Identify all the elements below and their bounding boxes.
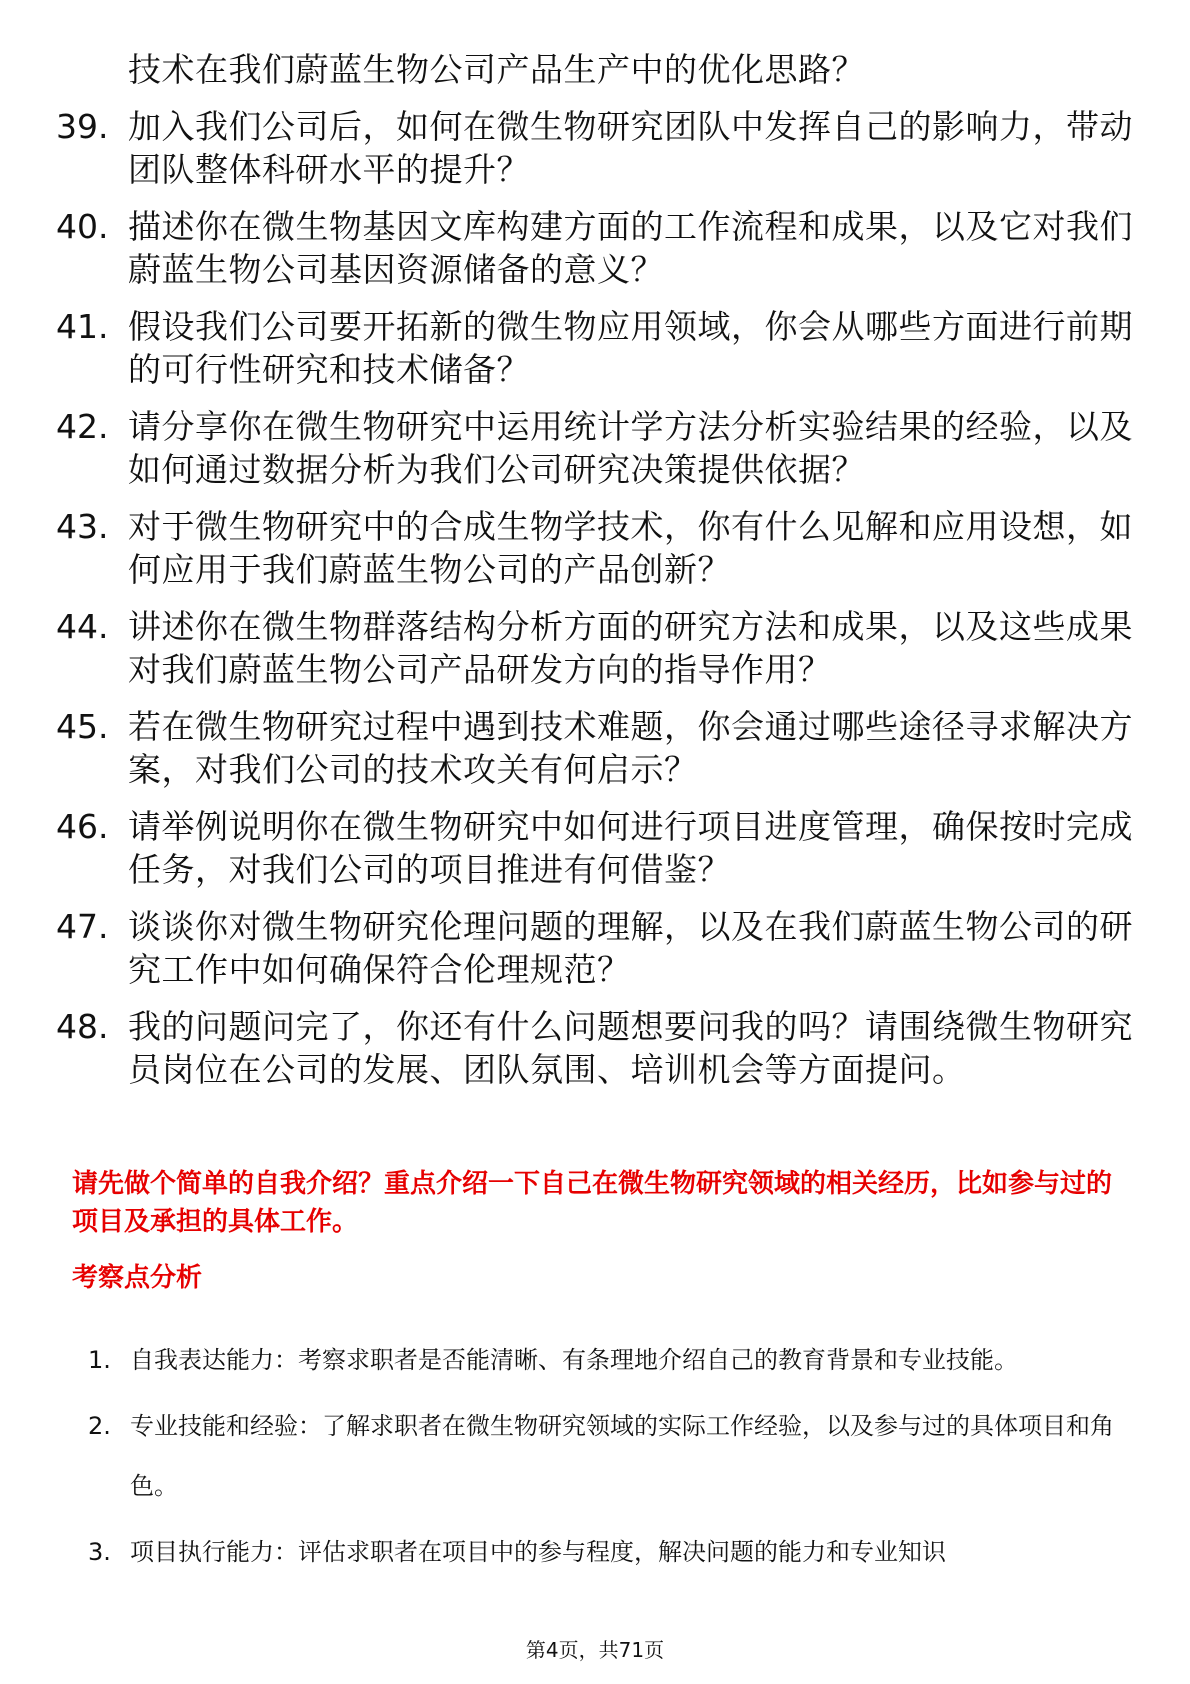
question-text: 加入我们公司后，如何在微生物研究团队中发挥自己的影响力，带动团队整体科研水平的提升？ bbox=[128, 107, 1133, 189]
question-number: 46. bbox=[56, 807, 109, 846]
question-number: 48. bbox=[56, 1007, 109, 1046]
analysis-text: 专业技能和经验：了解求职者在微生物研究领域的实际工作经验，以及参与过的具体项目和角色。 bbox=[130, 1412, 1114, 1500]
question-text: 请分享你在微生物研究中运用统计学方法分析实验结果的经验，以及如何通过数据分析为我们公司研究决策提供依据？ bbox=[128, 407, 1133, 489]
list-item bbox=[56, 505, 1136, 591]
list-item bbox=[88, 1522, 1138, 1582]
list-item bbox=[56, 805, 1136, 891]
question-number: 44. bbox=[56, 607, 109, 646]
question-text: 假设我们公司要开拓新的微生物应用领域，你会从哪些方面进行前期的可行性研究和技术储备？ bbox=[128, 307, 1133, 389]
list-item bbox=[56, 405, 1136, 491]
analysis-text: 自我表达能力：考察求职者是否能清晰、有条理地介绍自己的教育背景和专业技能。 bbox=[130, 1346, 1018, 1374]
question-number: 41. bbox=[56, 307, 109, 346]
section-title: 考察点分析 bbox=[72, 1263, 203, 1293]
question-number: 43. bbox=[56, 507, 109, 546]
highlight-question: 请先做个简单的自我介绍？重点介绍一下自己在微生物研究领域的相关经历，比如参与过的项目及承担的具体工作。 bbox=[72, 1169, 1113, 1237]
list-item bbox=[88, 1330, 1138, 1390]
question-number: 45. bbox=[56, 707, 109, 746]
analysis-number: 3. bbox=[88, 1538, 111, 1566]
question-text: 技术在我们蔚蓝生物公司产品生产中的优化思路？ bbox=[128, 50, 865, 89]
question-number: 40. bbox=[56, 207, 109, 246]
question-text: 描述你在微生物基因文库构建方面的工作流程和成果，以及它对我们蔚蓝生物公司基因资源储备的意义？ bbox=[128, 207, 1133, 289]
list-item bbox=[56, 48, 1136, 91]
analysis-number: 2. bbox=[88, 1412, 111, 1440]
question-text: 若在微生物研究过程中遇到技术难题，你会通过哪些途径寻求解决方案，对我们公司的技术攻关有何启示？ bbox=[128, 707, 1133, 789]
question-text: 谈谈你对微生物研究伦理问题的理解，以及在我们蔚蓝生物公司的研究工作中如何确保符合伦理规范？ bbox=[128, 907, 1133, 989]
list-item bbox=[56, 605, 1136, 691]
list-item bbox=[56, 105, 1136, 191]
analysis-number: 1. bbox=[88, 1346, 111, 1374]
list-item bbox=[56, 705, 1136, 791]
analysis-list bbox=[88, 1330, 1138, 1588]
list-item bbox=[56, 305, 1136, 391]
question-text: 我的问题问完了，你还有什么问题想要问我的吗？请围绕微生物研究员岗位在公司的发展、团队氛围、培训机会等方面提问。 bbox=[128, 1007, 1133, 1089]
list-item bbox=[56, 905, 1136, 991]
analysis-text: 项目执行能力：评估求职者在项目中的参与程度，解决问题的能力和专业知识 bbox=[130, 1538, 946, 1566]
list-item bbox=[56, 205, 1136, 291]
question-text: 请举例说明你在微生物研究中如何进行项目进度管理，确保按时完成任务，对我们公司的项目推进有何借鉴？ bbox=[128, 807, 1133, 889]
question-number: 39. bbox=[56, 107, 109, 146]
list-item bbox=[56, 1005, 1136, 1091]
question-number: 47. bbox=[56, 907, 109, 946]
question-list bbox=[56, 48, 1136, 1105]
question-number: 42. bbox=[56, 407, 109, 446]
question-text: 对于微生物研究中的合成生物学技术，你有什么见解和应用设想，如何应用于我们蔚蓝生物公司的产品创新？ bbox=[128, 507, 1133, 589]
question-text: 讲述你在微生物群落结构分析方面的研究方法和成果，以及这些成果对我们蔚蓝生物公司产品研发方向的指导作用？ bbox=[128, 607, 1133, 689]
page-footer: 第4页，共71页 bbox=[525, 1638, 665, 1662]
list-item bbox=[88, 1396, 1138, 1516]
